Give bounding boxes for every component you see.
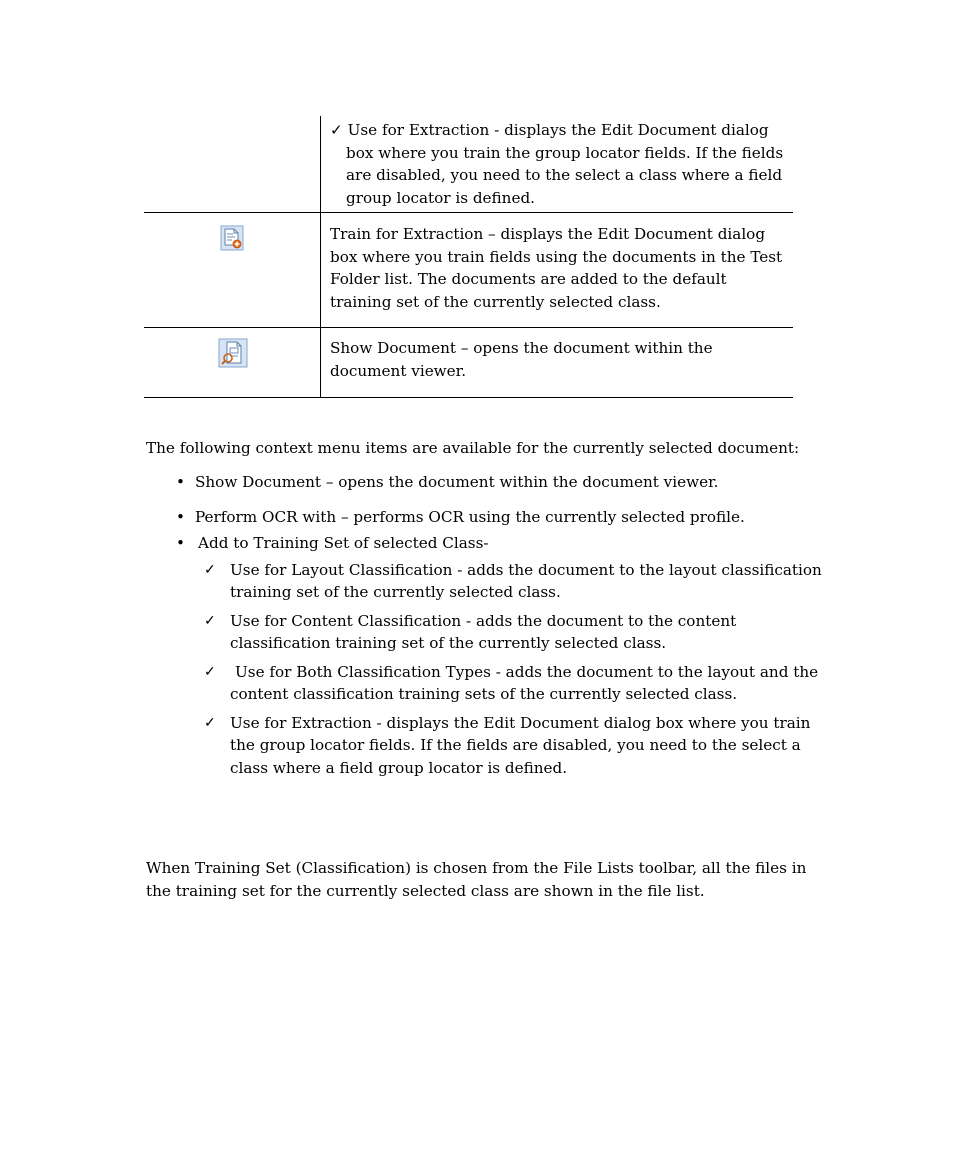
check-mark-icon: ✓: [204, 663, 216, 680]
table-row: [144, 328, 793, 398]
sub-list-container: [146, 559, 836, 780]
icon-cell: [144, 116, 321, 213]
context-menu-list: [146, 471, 836, 785]
list-item: ✓ Use for Layout Classification - adds the document to the layout classification training set of the currently selected class.: [204, 560, 822, 601]
description-cell: [321, 328, 794, 398]
table-row: [144, 213, 793, 328]
list-item: • Perform OCR with – performs OCR using the currently selected profile.: [146, 506, 836, 529]
bullet-icon: •: [176, 507, 185, 526]
list-item: • Show Document – opens the document within the document viewer.: [146, 471, 836, 494]
bullet-icon: •: [176, 473, 185, 491]
bullet-icon: •: [176, 534, 185, 552]
train-for-extraction-description: Train for Extraction – displays the Edit Document dialog box where you train fields using the documents in the Test Folder list. The documents are added to the default training set of the currently selected class.: [330, 225, 783, 311]
description-cell: [321, 116, 794, 213]
use-for-extraction-description: ✓ Use for Extraction - displays the Edit Document dialog box where you train the group locator fields. If the fields are disabled, you need to the select a class where a field group locator is defined.: [330, 121, 784, 207]
show-document-description: Show Document – opens the document within the document viewer.: [330, 339, 713, 380]
show-document-icon: [218, 338, 248, 368]
train-for-extraction-icon: [219, 225, 245, 251]
table-row: [144, 116, 793, 213]
check-mark-icon: ✓: [204, 561, 216, 578]
list-item: ✓ Use for Extraction - displays the Edit Document dialog box where you train the group locator fields. If the fields are disabled, you need to the select a class where a field group locator is defined.: [204, 713, 811, 777]
list-item: ✓ Use for Both Classification Types - adds the document to the layout and the content classification training sets of the currently selected class.: [204, 662, 819, 703]
icon-cell: [144, 213, 321, 328]
icon-cell: [144, 328, 321, 398]
list-item: • Add to Training Set of selected Class-: [146, 532, 836, 555]
toolbar-buttons-table: [144, 116, 793, 398]
training-set-sub-list: [146, 559, 836, 780]
description-cell: [321, 213, 794, 328]
training-set-paragraph: When Training Set (Classification) is chosen from the File Lists toolbar, all the files in the training set for the currently selected class are shown in the file list.: [146, 859, 807, 900]
check-mark-icon: ✓: [204, 612, 216, 629]
check-mark-icon: ✓: [330, 121, 343, 139]
context-menu-intro: The following context menu items are available for the currently selected document:: [146, 439, 800, 457]
list-item: ✓ Use for Content Classification - adds the document to the content classification training set of the currently selected class.: [204, 611, 737, 652]
check-mark-icon: ✓: [204, 714, 216, 731]
